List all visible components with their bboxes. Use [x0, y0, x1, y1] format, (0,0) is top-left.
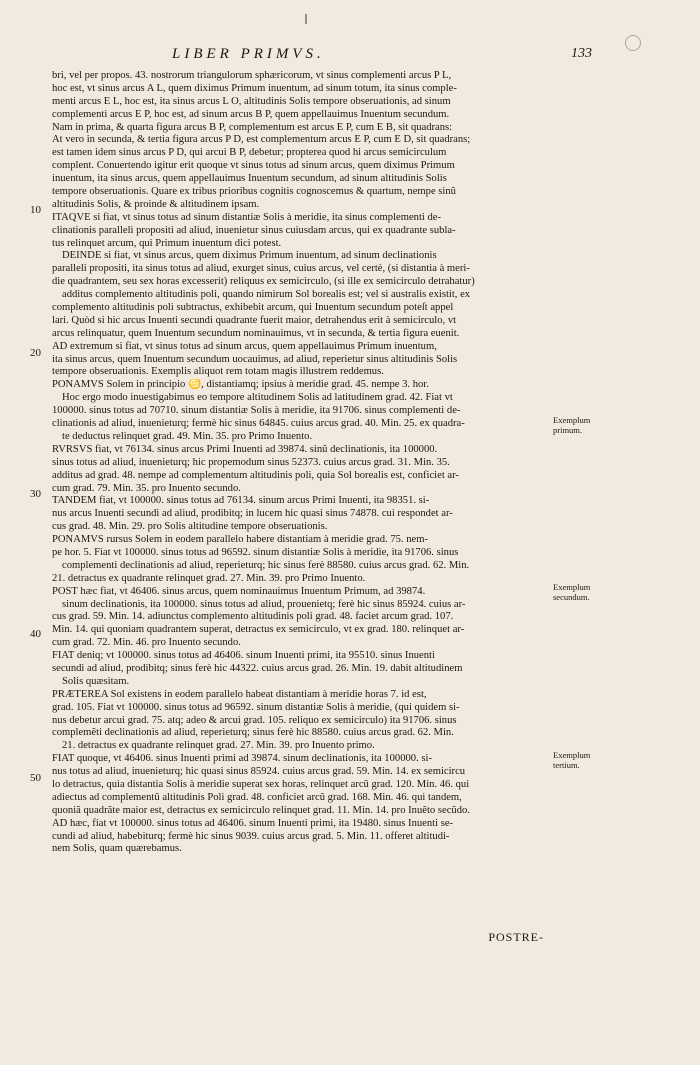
- text-line: paralleli propositi, ita sinus totus ad aliud, exurget sinus, cuius arcus, vel certè, (si distantia à meri-: [52, 263, 470, 275]
- text-line: complent. Conuertendo igitur erit quoque vt sinus totus ad sinum arcus, quem diximus Primum: [52, 160, 455, 172]
- text-line: complementi declinationis ad aliud, reperieturq; hic sinus ferè 88580. cuius arcus grad. 62. Min.: [62, 559, 470, 571]
- text-line: Hoc ergo modo inuestigabimus eo tempore altitudinem Solis ad latitudinem grad. 42. Fiat vt: [62, 392, 453, 404]
- text-line: RVRSVS fiat, vt 76134. sinus arcus Primi Inuenti ad 39874. sinũ declinationis, ita 100000.: [52, 443, 438, 455]
- text-line: est tamen idem sinus arcus P D, qui arcui B P, debetur; propterea quod hi arcus semicirculum: [52, 147, 447, 159]
- text-line: [52, 856, 552, 869]
- catchword: POSTRE-: [488, 930, 544, 944]
- text-line: At vero in secunda, & tertia figura arcus P D, est complementum arcus E P, cum E D, sit quadrans;: [52, 134, 471, 146]
- text-line: secundi ad aliud, prodibitq; sinus ferè hic 44322. cuius arcus grad. 26. Min. 19. dabit altitudinem: [52, 662, 463, 674]
- text-line: complemẽti declinationis ad aliud, reperieturq; sinus ferè hic 88580. cuius arcus grad. 62. Min.: [52, 727, 454, 739]
- text-line: 21. detractus ex quadrante relinquet grad. 27. Min. 39. pro Primo Inuento.: [52, 572, 366, 584]
- text-line: complementi arcus E P, hoc est, ad sinum arcus B P, quem appellauimus Inuentum secundum.: [52, 108, 450, 120]
- text-line: lo detractus, quia distantia Solis à meridie superat sex horas, relinquet arcũ grad. 120. Min. 46. qui: [52, 778, 470, 790]
- text-line: grad. 105. Fiat vt 100000. sinus totus ad 96592. sinum distantiæ Solis à meridie, (qui quidem si-: [52, 701, 460, 713]
- text-line: nus debetur arcui grad. 75. atq; adeo & arcui grad. 105. reliquo ex semicirculo) ita 91706. sinus: [52, 714, 457, 726]
- ink-mark: [305, 14, 307, 24]
- page-corner-mark: [625, 35, 641, 51]
- text-line: clinationis paralleli propositi ad aliud, inuenietur sinus cuiusdam arcus, qui ex quadrante subla-: [52, 224, 456, 236]
- text-line: nus totus ad aliud, inuenieturq; hic quasi sinus 85924. cuius arcus grad. 59. Min. 14. ex semicircu: [52, 766, 466, 778]
- text-line: Solis quæsitam.: [62, 675, 130, 687]
- line-number: 40: [30, 628, 41, 640]
- text-line: nus arcus Inuenti secundi ad aliud, prodibitq; in lucem hic quasi sinus 74878. cui respondet ar-: [52, 508, 453, 520]
- text-line: [52, 921, 552, 934]
- text-line: tus relinquet arcum, qui Primum inuentum dici potest.: [52, 237, 282, 249]
- text-line: bri, vel per propos. 43. nostrorum triangulorum sphæricorum, vt sinus complementi arcus P L,: [52, 70, 452, 81]
- text-line: die quadrantem, seu sex horas excesserit) reliquus ex semicirculo, (si ille ex semicirculo detrahatur): [52, 276, 475, 288]
- margin-note: Exemplum secundum.: [553, 582, 591, 602]
- text-line: sinum declinationis, ita 100000. sinus totus ad aliud, prouenietq; ferè hic sinus 85924. cuius ar-: [62, 598, 466, 610]
- text-line: hoc est, vt sinus arcus A L, quem diximus Primum inuentum, ad sinum totum, ita sinus comple-: [52, 82, 457, 94]
- running-header: [112, 46, 592, 66]
- text-line: arcus relinquatur, quem Inuentum secundum nominauimus, vt in secunda, & tertia figura euenit.: [52, 327, 460, 339]
- text-line: PONAMVS Solem in principio ♋, distantiamq; ipsius à meridie grad. 45. nempe 3. hor.: [52, 379, 429, 391]
- running-title: LIBER PRIMVS.: [172, 46, 325, 62]
- text-line: ITAQVE si fiat, vt sinus totus ad sinum distantiæ Solis à meridie, ita sinus complementi de-: [52, 211, 442, 223]
- text-line: te deductus relinquet grad. 49. Min. 35. pro Primo Inuento.: [62, 430, 313, 442]
- text-line: [52, 882, 552, 895]
- page-number: 133: [571, 46, 592, 61]
- body-text: [52, 70, 552, 934]
- text-line: cundi ad aliud, habebiturq; fermè hic sinus 9039. cuius arcus grad. 5. Min. 11. offeret altitudi-: [52, 830, 450, 842]
- text-line: [52, 908, 552, 921]
- text-line: lari. Quòd si hic arcus Inuenti secundi quadrante fuerit maior, detrahendus erit à semicirculo, vt: [52, 314, 457, 326]
- text-line: tempore obseruationis. Exemplis aliquot rem totam magis illustrem reddemus.: [52, 366, 384, 378]
- text-line: PONAMVS rursus Solem in eodem parallelo habere distantiam à meridie grad. 75. nem-: [52, 534, 428, 546]
- margin-note: Exemplum tertium.: [553, 750, 591, 770]
- text-line: menti arcus E L, hoc est, ita sinus arcus L O, altitudinis Solis tempore obseruationis, ad sinum: [52, 95, 451, 107]
- text-line: complemento altitudinis poli subtractus, exhibebit arcum, qui Inuentum secundum poteſt appel: [52, 302, 454, 314]
- text-line: altitudinis Solis, & proinde & altitudinem ipsam.: [52, 198, 260, 210]
- text-line: [52, 869, 552, 882]
- text-line: Nam in prima, & quarta figura arcus B P, complementum est arcus E P, cum E B, sit quadrans:: [52, 121, 453, 133]
- text-line: [52, 895, 552, 908]
- margin-note: Exemplum primum.: [553, 415, 591, 435]
- text-line: ita sinus arcus, quem Inuentum secundum uocauimus, ad aliud, reperietur sinus altitudinis Solis: [52, 353, 458, 365]
- text-line: quoniã quadrãte maior est, detractus ex semicirculo relinquet grad. 11. Min. 14. pro Inuẽto secũdo.: [52, 804, 470, 816]
- text-line: additus complemento altitudinis poli, quando nimirum Sol borealis est; vel si australis existit, ex: [62, 289, 471, 301]
- text-line: AD hæc, fiat vt 100000. sinus totus ad 46406. sinum Inuenti primi, ita 19480. sinus Inuenti se-: [52, 817, 454, 829]
- text-line: clinationis ad aliud, inuenieturq; fermè hic sinus 64845. cuius arcus grad. 40. Min. 25. ex quadra-: [52, 418, 465, 430]
- line-number: 30: [30, 488, 41, 500]
- text-line: AD extremum si fiat, vt sinus totus ad sinum arcus, quem appellauimus Primum inuentum,: [52, 340, 437, 352]
- text-line: cum grad. 72. Min. 46. pro Inuento secundo.: [52, 637, 241, 649]
- text-line: 21. detractus ex quadrante relinquet grad. 27. Min. 39. pro Inuento primo.: [62, 740, 375, 752]
- text-line: cum grad. 79. Min. 35. pro Inuento secundo.: [52, 482, 241, 494]
- text-line: nem Solis, quam quærebamus.: [52, 843, 182, 855]
- line-number: 50: [30, 772, 41, 784]
- text-line: TANDEM fiat, vt 100000. sinus totus ad 76134. sinum arcus Primi Inuenti, ita 98351. si-: [52, 495, 430, 507]
- text-line: PRÆTEREA Sol existens in eodem parallelo habeat distantiam à meridie horas 7. id est,: [52, 688, 427, 700]
- text-line: additus ad grad. 48. nempe ad complementum altitudinis poli, quia Sol borealis est, conficiet ar-: [52, 469, 459, 481]
- text-line: DEINDE si fiat, vt sinus arcus, quem diximus Primum inuentum, ad sinum declinationis: [62, 250, 437, 262]
- text-line: FIAT deniq; vt 100000. sinus totus ad 46406. sinum Inuenti primi, ita 95510. sinus Inuenti: [52, 650, 435, 662]
- text-line: tempore obseruationis. Quare ex tribus prioribus cognitis cognoscemus & quartum, nempe sinũ: [52, 186, 456, 198]
- line-number: 10: [30, 204, 41, 216]
- text-line: adiectus ad complementũ altitudinis Poli grad. 48. conficiet arcũ grad. 168. Min. 46. qui tandem,: [52, 791, 462, 803]
- text-line: POST hæc fiat, vt 46406. sinus arcus, quem nominauimus Inuentum Primum, ad 39874.: [52, 585, 426, 597]
- text-line: Min. 14. qui quoniam quadrantem superat, detractus ex semicirculo, vt ex grad. 180. relinquet ar-: [52, 624, 465, 636]
- text-line: 100000. sinus totus ad 70710. sinum distantiæ Solis à meridie, ita 91706. sinus complementi de-: [52, 405, 461, 417]
- text-line: cus grad. 59. Min. 14. adiunctus complemento altitudinis poli grad. 48. faciet arcum grad. 107.: [52, 611, 454, 623]
- text-line: sinus totus ad aliud, inuenieturq; hic propemodum sinus 52373. cuius arcus grad. 31. Min. 35.: [52, 456, 450, 468]
- text-line: cus grad. 48. Min. 29. pro Solis altitudine tempore obseruationis.: [52, 521, 328, 533]
- text-line: FIAT quoque, vt 46406. sinus Inuenti primi ad 39874. sinum declinationis, ita 100000. si-: [52, 753, 432, 765]
- text-line: pe hor. 5. Fiat vt 100000. sinus totus ad 96592. sinum distantiæ Solis à meridie, ita 91706. sinus: [52, 546, 459, 558]
- line-number: 20: [30, 347, 41, 359]
- text-line: inuentum, ita sinus arcus, quem appellauimus Inuentum secundum, ad sinum altitudinis Solis: [52, 173, 447, 185]
